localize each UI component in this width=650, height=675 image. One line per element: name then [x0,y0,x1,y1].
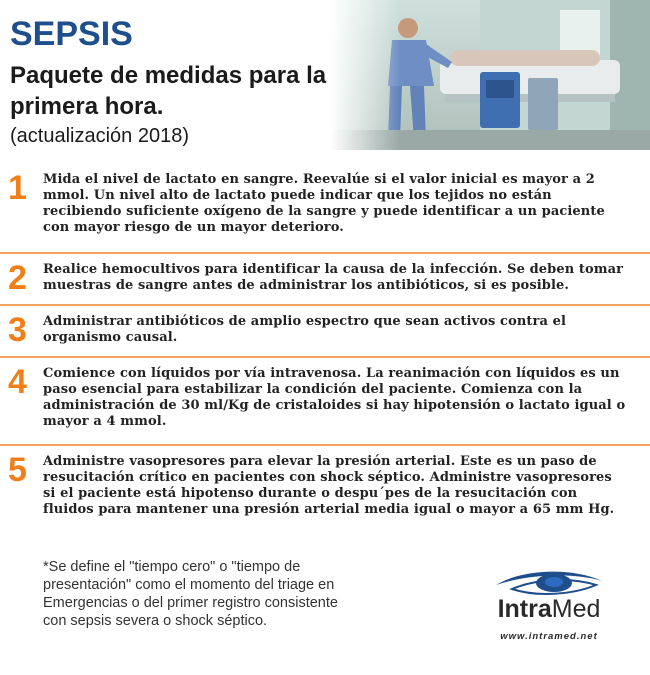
page-subtitle: Paquete de medidas para la primera hora. [10,62,327,120]
step-number: 1 [8,169,27,207]
update-note: (actualización 2018) [10,125,189,147]
step-item [0,164,650,254]
logo-wordmark: IntraMed [497,595,601,623]
step-item [0,254,650,306]
steps-list [0,164,650,536]
footnote: *Se define el "tiempo cero" o "tiempo de presentación" como el momento del triage en Emergencias o del primer registro consistente con sepsis severa o shock séptico. [43,559,338,629]
step-text: Administrar antibióticos de amplio espectro que sean activos contra el organismo causal. [43,314,567,345]
step-number: 2 [8,259,27,297]
step-item [0,446,650,536]
step-number: 5 [8,451,27,489]
step-number: 3 [8,311,27,349]
intramed-logo [474,565,624,645]
step-text: Comience con líquidos por vía intravenosa. La reanimación con líquidos es un paso esencial para estabilizar la condición del paciente. Comienza con la administración de 30 ml/Kg de cristaloides si hay hipotensión o lactato igual o mayor a 4 mmol. [43,366,626,429]
step-number: 4 [8,363,27,401]
hero-hospital-photo [330,0,650,150]
eye-logo-icon [492,565,604,597]
step-text: Mida el nivel de lactato en sangre. Reevalúe si el valor inicial es mayor a 2 mmol. Un nivel alto de lactato puede indicar que los tejidos no están recibiendo suficiente oxígeno de la sangre y puede identificar a un paciente con mayor riesgo de un mayor deterioro. [43,172,605,235]
page-title: SEPSIS [10,15,133,53]
step-text: Administre vasopresores para elevar la presión arterial. Este es un paso de resucitación crítico en pacientes con shock séptico. Administre vasopresores si el paciente está hipotenso durante o despu´pes de la resucitación con fluidos para mantener una presión arterial media igual o mayor a 65 mm Hg. [43,454,615,517]
logo-url: www.intramed.net [500,631,598,642]
step-item [0,306,650,358]
step-item [0,358,650,446]
step-text: Realice hemocultivos para identificar la causa de la infección. Se deben tomar muestras de sangre antes de administrar los antibióticos, si es posible. [43,262,624,293]
